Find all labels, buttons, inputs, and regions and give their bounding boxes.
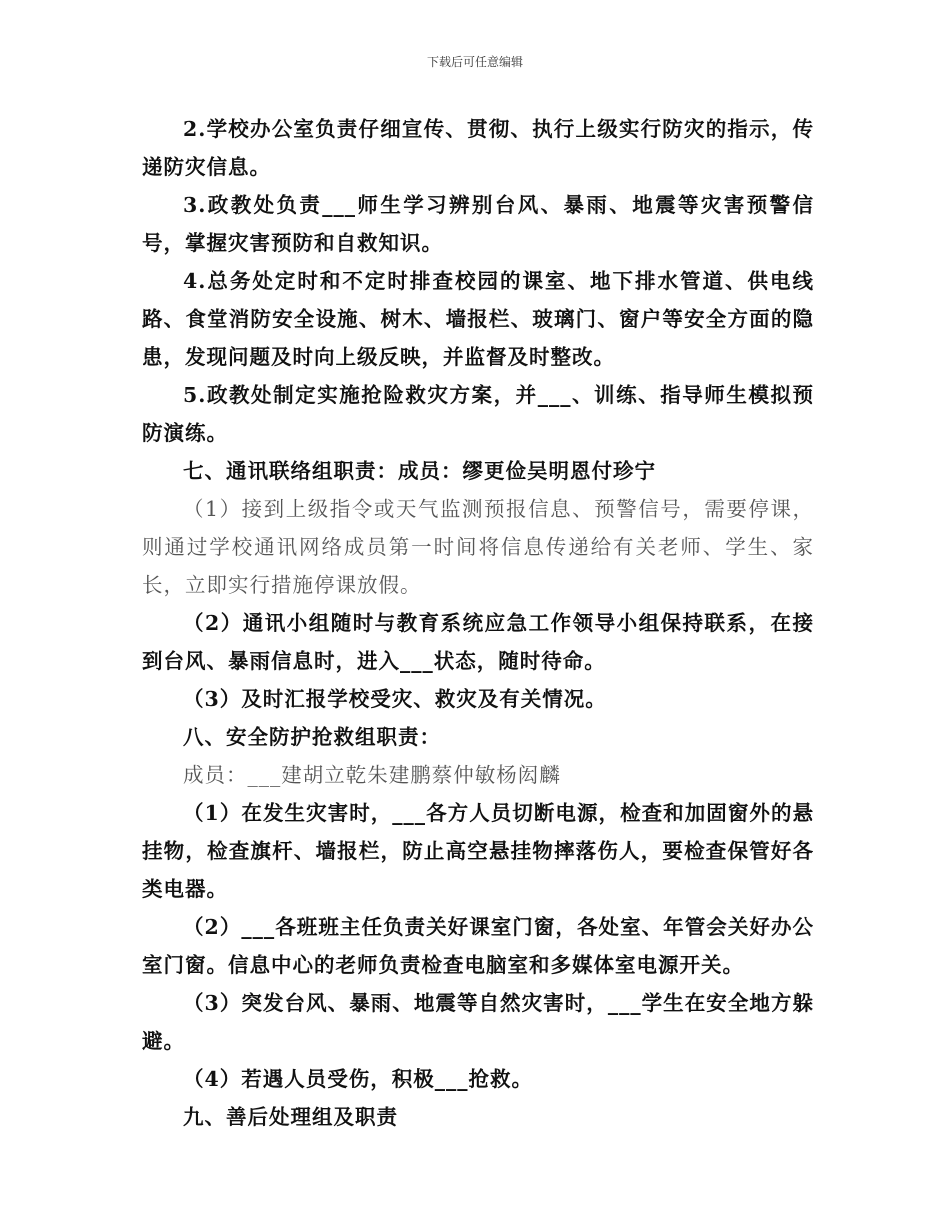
section-heading-8: 八、安全防护抢救组职责： [183,725,441,749]
paragraph-4: 5.政教处制定实施抢险救灾方案，并___、训练、指导师生模拟预防演练。 [142,383,814,445]
paragraph-2: 3.政教处负责___师生学习辨别台风、暴雨、地震等灾害预警信号，掌握灾害预防和自救知识。 [142,193,814,255]
paragraph-11: （1）在发生灾害时，___各方人员切断电源，检查和加固窗外的悬挂物，检查旗杆、墙报栏，防止高空悬挂物摔落伤人，要检查保管好各类电器。 [142,801,814,901]
section-heading-9: 九、善后处理组及职责 [183,1105,398,1129]
paragraph-3: 4.总务处定时和不定时排查校园的课室、地下排水管道、供电线路、食堂消防安全设施、树木、墙报栏、玻璃门、窗户等安全方面的隐患，发现问题及时向上级反映，并监督及时整改。 [142,269,814,369]
document-body [142,110,814,1136]
paragraph-14: （4）若遇人员受伤，积极___抢救。 [183,1067,534,1091]
section-heading-7: 七、通讯联络组职责：成员：缪更俭吴明恩付珍宁 [183,459,656,483]
paragraph-8: （3）及时汇报学校受灾、救灾及有关情况。 [183,687,607,711]
paragraph-12: （2）___各班班主任负责关好课室门窗，各处室、年管会关好办公室门窗。信息中心的老师负责检查电脑室和多媒体室电源开关。 [142,915,814,977]
page-header: 下载后可任意编辑 [426,55,523,69]
paragraph-1: 2.学校办公室负责仔细宣传、贯彻、执行上级实行防灾的指示，传递防灾信息。 [142,117,814,179]
paragraph-7: （2）通讯小组随时与教育系统应急工作领导小组保持联系，在接到台风、暴雨信息时，进入___状态，随时待命。 [142,611,814,673]
paragraph-6: （1）接到上级指令或天气监测预报信息、预警信号，需要停课，则通过学校通讯网络成员第一时间将信息传递给有关老师、学生、家长，立即实行措施停课放假。 [142,497,814,597]
members-line: 成员：___建胡立乾朱建鹏蔡仲敏杨闳麟 [183,763,561,787]
paragraph-13: （3）突发台风、暴雨、地震等自然灾害时，___学生在安全地方躲避。 [142,991,814,1053]
